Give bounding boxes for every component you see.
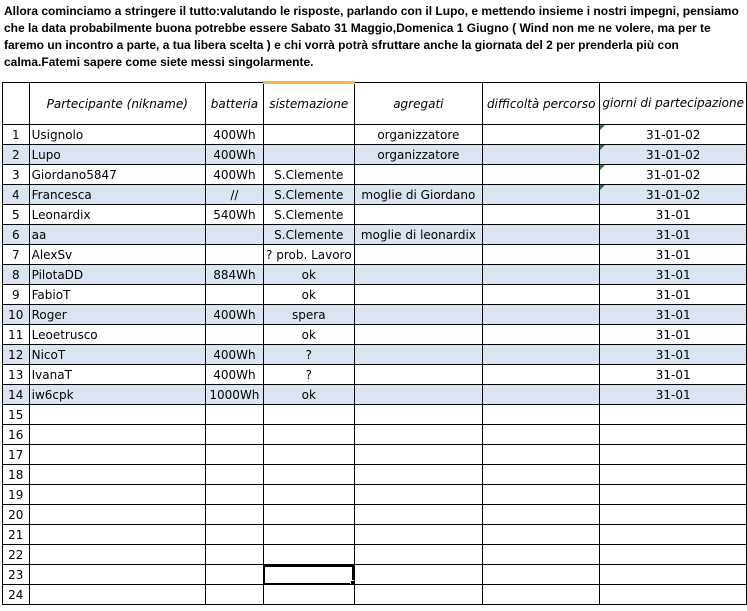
cell-participant[interactable]: Lupo bbox=[29, 145, 205, 165]
comment-indicator-icon bbox=[600, 145, 605, 150]
table-row bbox=[3, 205, 747, 225]
row-number: 18 bbox=[3, 465, 30, 485]
cell-accommodation[interactable] bbox=[263, 585, 354, 605]
row-number: 17 bbox=[3, 445, 30, 465]
cell-accommodation[interactable] bbox=[263, 465, 354, 485]
cell-participant[interactable] bbox=[29, 505, 205, 525]
cell-days[interactable]: 31-01 bbox=[600, 285, 747, 305]
cell-days[interactable]: 31-01 bbox=[600, 265, 747, 285]
cell-days[interactable] bbox=[600, 585, 747, 605]
cell-battery[interactable] bbox=[205, 585, 263, 605]
cell-days[interactable] bbox=[600, 565, 747, 585]
table-row bbox=[3, 345, 747, 365]
cell-accommodation[interactable]: ok bbox=[263, 285, 354, 305]
cell-difficulty[interactable] bbox=[483, 205, 600, 225]
table-row bbox=[3, 425, 747, 445]
cell-companions[interactable] bbox=[354, 385, 482, 405]
cell-days[interactable] bbox=[600, 145, 747, 165]
cell-participant[interactable] bbox=[29, 445, 205, 465]
cell-participant[interactable] bbox=[29, 525, 205, 545]
participants-table bbox=[2, 81, 747, 605]
cell-battery[interactable] bbox=[205, 245, 263, 265]
row-number: 6 bbox=[3, 225, 30, 245]
cell-days[interactable]: 31-01 bbox=[600, 385, 747, 405]
cell-difficulty[interactable] bbox=[483, 505, 600, 525]
cell-companions[interactable]: moglie di leonardix bbox=[354, 225, 482, 245]
cell-battery[interactable] bbox=[205, 565, 263, 585]
cell-days[interactable] bbox=[600, 465, 747, 485]
row-number: 1 bbox=[3, 125, 30, 145]
row-number: 3 bbox=[3, 165, 30, 185]
cell-difficulty[interactable] bbox=[483, 325, 600, 345]
cell-companions[interactable] bbox=[354, 525, 482, 545]
cell-companions[interactable] bbox=[354, 245, 482, 265]
cell-participant[interactable]: aa bbox=[29, 225, 205, 245]
comment-indicator-icon bbox=[600, 165, 605, 170]
row-number: 21 bbox=[3, 525, 30, 545]
cell-difficulty[interactable] bbox=[483, 165, 600, 185]
cell-difficulty[interactable] bbox=[483, 385, 600, 405]
cell-battery[interactable] bbox=[205, 285, 263, 305]
cell-days[interactable]: 31-01 bbox=[600, 325, 747, 345]
cell-days[interactable]: 31-01 bbox=[600, 245, 747, 265]
cell-days[interactable]: 31-01 bbox=[600, 345, 747, 365]
comment-indicator-icon bbox=[600, 185, 605, 190]
row-number: 2 bbox=[3, 145, 30, 165]
cell-accommodation[interactable] bbox=[263, 405, 354, 425]
cell-difficulty[interactable] bbox=[483, 545, 600, 565]
cell-accommodation[interactable]: S.Clemente bbox=[263, 185, 354, 205]
row-number: 23 bbox=[3, 565, 30, 585]
cell-difficulty[interactable] bbox=[483, 145, 600, 165]
row-number: 20 bbox=[3, 505, 30, 525]
cell-accommodation[interactable] bbox=[263, 565, 354, 585]
cell-participant[interactable]: Usignolo bbox=[29, 125, 205, 145]
cell-companions[interactable] bbox=[354, 545, 482, 565]
cell-accommodation[interactable]: ok bbox=[263, 265, 354, 285]
header-companions[interactable]: agregati bbox=[354, 83, 482, 125]
cell-days[interactable]: 31-01 bbox=[600, 365, 747, 385]
cell-companions[interactable] bbox=[354, 305, 482, 325]
cell-accommodation[interactable] bbox=[263, 445, 354, 465]
cell-battery[interactable]: 884Wh bbox=[205, 265, 263, 285]
table-row bbox=[3, 285, 747, 305]
cell-days-text: 31-01-02 bbox=[645, 187, 701, 202]
cell-participant[interactable]: iw6cpk bbox=[29, 385, 205, 405]
cell-participant[interactable] bbox=[29, 485, 205, 505]
cell-accommodation[interactable] bbox=[263, 525, 354, 545]
row-number: 19 bbox=[3, 485, 30, 505]
cell-difficulty[interactable] bbox=[483, 225, 600, 245]
row-number-header bbox=[3, 83, 30, 125]
row-number: 9 bbox=[3, 285, 30, 305]
cell-accommodation[interactable]: ? prob. Lavoro bbox=[263, 245, 354, 265]
cell-companions[interactable] bbox=[354, 405, 482, 425]
cell-battery[interactable]: 1000Wh bbox=[205, 385, 263, 405]
cell-battery[interactable] bbox=[205, 545, 263, 565]
cell-accommodation[interactable]: ? bbox=[263, 365, 354, 385]
table-row bbox=[3, 225, 747, 245]
cell-accommodation[interactable]: S.Clemente bbox=[263, 225, 354, 245]
cell-companions[interactable] bbox=[354, 445, 482, 465]
cell-companions[interactable] bbox=[354, 585, 482, 605]
cell-participant[interactable]: NicoT bbox=[29, 345, 205, 365]
table-row bbox=[3, 385, 747, 405]
table-row bbox=[3, 505, 747, 525]
table-row bbox=[3, 585, 747, 605]
cell-companions[interactable] bbox=[354, 505, 482, 525]
header-participant[interactable]: Partecipante (nikname) bbox=[29, 83, 205, 125]
table-row bbox=[3, 325, 747, 345]
cell-companions[interactable] bbox=[354, 425, 482, 445]
cell-battery[interactable]: 400Wh bbox=[205, 305, 263, 325]
cell-companions[interactable] bbox=[354, 285, 482, 305]
row-number: 14 bbox=[3, 385, 30, 405]
cell-companions[interactable] bbox=[354, 345, 482, 365]
table-body bbox=[3, 125, 747, 605]
cell-accommodation[interactable]: ok bbox=[263, 325, 354, 345]
cell-participant[interactable] bbox=[29, 425, 205, 445]
cell-difficulty[interactable] bbox=[483, 245, 600, 265]
row-number: 7 bbox=[3, 245, 30, 265]
row-number: 8 bbox=[3, 265, 30, 285]
cell-battery[interactable] bbox=[205, 485, 263, 505]
cell-participant[interactable]: Roger bbox=[29, 305, 205, 325]
table-row bbox=[3, 485, 747, 505]
table-row bbox=[3, 405, 747, 425]
header-difficulty[interactable]: difficoltà percorso bbox=[483, 83, 600, 125]
cell-battery[interactable] bbox=[205, 325, 263, 345]
cell-battery[interactable] bbox=[205, 225, 263, 245]
cell-difficulty[interactable] bbox=[483, 405, 600, 425]
table-row bbox=[3, 145, 747, 165]
cell-companions[interactable]: organizzatore bbox=[354, 125, 482, 145]
row-number: 15 bbox=[3, 405, 30, 425]
cell-participant[interactable] bbox=[29, 465, 205, 485]
header-battery[interactable]: batteria bbox=[205, 83, 263, 125]
table-row bbox=[3, 545, 747, 565]
cell-participant[interactable] bbox=[29, 545, 205, 565]
table-row bbox=[3, 265, 747, 285]
row-number: 10 bbox=[3, 305, 30, 325]
intro-text: Allora cominciamo a stringere il tutto:valutando le risposte, parlando con il Lupo, e mettendo insieme i nostri impegni, pensiamo che la data probabilmente buona potrebbe essere Sabato 31 Maggio,Domenica 1 Giugno ( Wind non me ne volere, ma per te faremo un incontro a parte, a tua libera scelta ) e chi vorrà potrà sfruttare anche la giornata del 2 per prenderla più con calma.Fatemi sapere come siete messi singolarmente. bbox=[4, 4, 739, 69]
cell-days[interactable] bbox=[600, 445, 747, 465]
cell-participant[interactable]: Leoetrusco bbox=[29, 325, 205, 345]
cell-days[interactable] bbox=[600, 185, 747, 205]
row-number: 24 bbox=[3, 585, 30, 605]
table-row bbox=[3, 565, 747, 585]
table-row bbox=[3, 365, 747, 385]
cell-accommodation[interactable] bbox=[263, 545, 354, 565]
cell-difficulty[interactable] bbox=[483, 525, 600, 545]
cell-battery[interactable]: 400Wh bbox=[205, 125, 263, 145]
row-number: 11 bbox=[3, 325, 30, 345]
cell-days-text: 31-01-02 bbox=[645, 147, 701, 162]
table-row bbox=[3, 185, 747, 205]
cell-battery[interactable] bbox=[205, 405, 263, 425]
cell-days[interactable] bbox=[600, 405, 747, 425]
cell-battery[interactable]: // bbox=[205, 185, 263, 205]
row-number: 5 bbox=[3, 205, 30, 225]
cell-difficulty[interactable] bbox=[483, 265, 600, 285]
table-row bbox=[3, 125, 747, 145]
cell-days[interactable]: 31-01 bbox=[600, 225, 747, 245]
cell-companions[interactable]: moglie di Giordano bbox=[354, 185, 482, 205]
cell-difficulty[interactable] bbox=[483, 345, 600, 365]
header-row bbox=[3, 83, 747, 125]
cell-difficulty[interactable] bbox=[483, 365, 600, 385]
cell-companions[interactable] bbox=[354, 465, 482, 485]
cell-accommodation[interactable] bbox=[263, 505, 354, 525]
cell-companions[interactable] bbox=[354, 325, 482, 345]
row-number: 13 bbox=[3, 365, 30, 385]
cell-companions[interactable] bbox=[354, 565, 482, 585]
row-number: 12 bbox=[3, 345, 30, 365]
cell-days[interactable] bbox=[600, 425, 747, 445]
cell-days-text: 31-01-02 bbox=[645, 127, 701, 142]
table-row bbox=[3, 245, 747, 265]
cell-difficulty[interactable] bbox=[483, 445, 600, 465]
cell-participant[interactable] bbox=[29, 565, 205, 585]
cell-companions[interactable] bbox=[354, 205, 482, 225]
cell-days[interactable] bbox=[600, 485, 747, 505]
cell-battery[interactable]: 400Wh bbox=[205, 365, 263, 385]
cell-battery[interactable] bbox=[205, 505, 263, 525]
cell-days[interactable] bbox=[600, 125, 747, 145]
cell-battery[interactable]: 400Wh bbox=[205, 345, 263, 365]
cell-participant[interactable]: IvanaT bbox=[29, 365, 205, 385]
cell-accommodation[interactable] bbox=[263, 485, 354, 505]
cell-difficulty[interactable] bbox=[483, 185, 600, 205]
row-number: 16 bbox=[3, 425, 30, 445]
cell-battery[interactable] bbox=[205, 425, 263, 445]
cell-difficulty[interactable] bbox=[483, 465, 600, 485]
table-row bbox=[3, 305, 747, 325]
cell-accommodation[interactable]: ? bbox=[263, 345, 354, 365]
cell-accommodation[interactable]: ok bbox=[263, 385, 354, 405]
cell-days[interactable] bbox=[600, 525, 747, 545]
row-number: 4 bbox=[3, 185, 30, 205]
table-row bbox=[3, 465, 747, 485]
cell-battery[interactable]: 400Wh bbox=[205, 165, 263, 185]
cell-participant[interactable] bbox=[29, 405, 205, 425]
cell-days[interactable] bbox=[600, 505, 747, 525]
cell-battery[interactable] bbox=[205, 445, 263, 465]
cell-difficulty[interactable] bbox=[483, 285, 600, 305]
cell-difficulty[interactable] bbox=[483, 485, 600, 505]
cell-difficulty[interactable] bbox=[483, 585, 600, 605]
cell-accommodation[interactable] bbox=[263, 145, 354, 165]
cell-participant[interactable]: Leonardix bbox=[29, 205, 205, 225]
cell-days-text: 31-01-02 bbox=[645, 167, 701, 182]
table-row bbox=[3, 445, 747, 465]
cell-accommodation[interactable] bbox=[263, 425, 354, 445]
cell-difficulty[interactable] bbox=[483, 565, 600, 585]
row-number: 22 bbox=[3, 545, 30, 565]
cell-difficulty[interactable] bbox=[483, 305, 600, 325]
cell-participant[interactable]: Giordano5847 bbox=[29, 165, 205, 185]
table-row bbox=[3, 525, 747, 545]
table-row bbox=[3, 165, 747, 185]
cell-battery[interactable] bbox=[205, 465, 263, 485]
cell-accommodation[interactable]: S.Clemente bbox=[263, 205, 354, 225]
cell-accommodation[interactable] bbox=[263, 125, 354, 145]
cell-participant[interactable]: AlexSv bbox=[29, 245, 205, 265]
cell-accommodation[interactable]: S.Clemente bbox=[263, 165, 354, 185]
header-accommodation[interactable]: sistemazione bbox=[263, 83, 354, 125]
cell-participant[interactable] bbox=[29, 585, 205, 605]
cell-participant[interactable]: PilotaDD bbox=[29, 265, 205, 285]
cell-companions[interactable] bbox=[354, 365, 482, 385]
comment-indicator-icon bbox=[600, 125, 605, 130]
cell-participant[interactable]: FabioT bbox=[29, 285, 205, 305]
cell-companions[interactable] bbox=[354, 165, 482, 185]
cell-days[interactable]: 31-01 bbox=[600, 305, 747, 325]
header-days[interactable]: giorni di partecipazione bbox=[600, 83, 747, 125]
cell-battery[interactable] bbox=[205, 525, 263, 545]
cell-companions[interactable] bbox=[354, 485, 482, 505]
cell-battery[interactable]: 400Wh bbox=[205, 145, 263, 165]
cell-difficulty[interactable] bbox=[483, 425, 600, 445]
cell-days[interactable] bbox=[600, 165, 747, 185]
cell-companions[interactable] bbox=[354, 265, 482, 285]
cell-days[interactable]: 31-01 bbox=[600, 205, 747, 225]
cell-battery[interactable]: 540Wh bbox=[205, 205, 263, 225]
cell-days[interactable] bbox=[600, 545, 747, 565]
cell-companions[interactable]: organizzatore bbox=[354, 145, 482, 165]
cell-participant[interactable]: Francesca bbox=[29, 185, 205, 205]
cell-difficulty[interactable] bbox=[483, 125, 600, 145]
cell-accommodation[interactable]: spera bbox=[263, 305, 354, 325]
